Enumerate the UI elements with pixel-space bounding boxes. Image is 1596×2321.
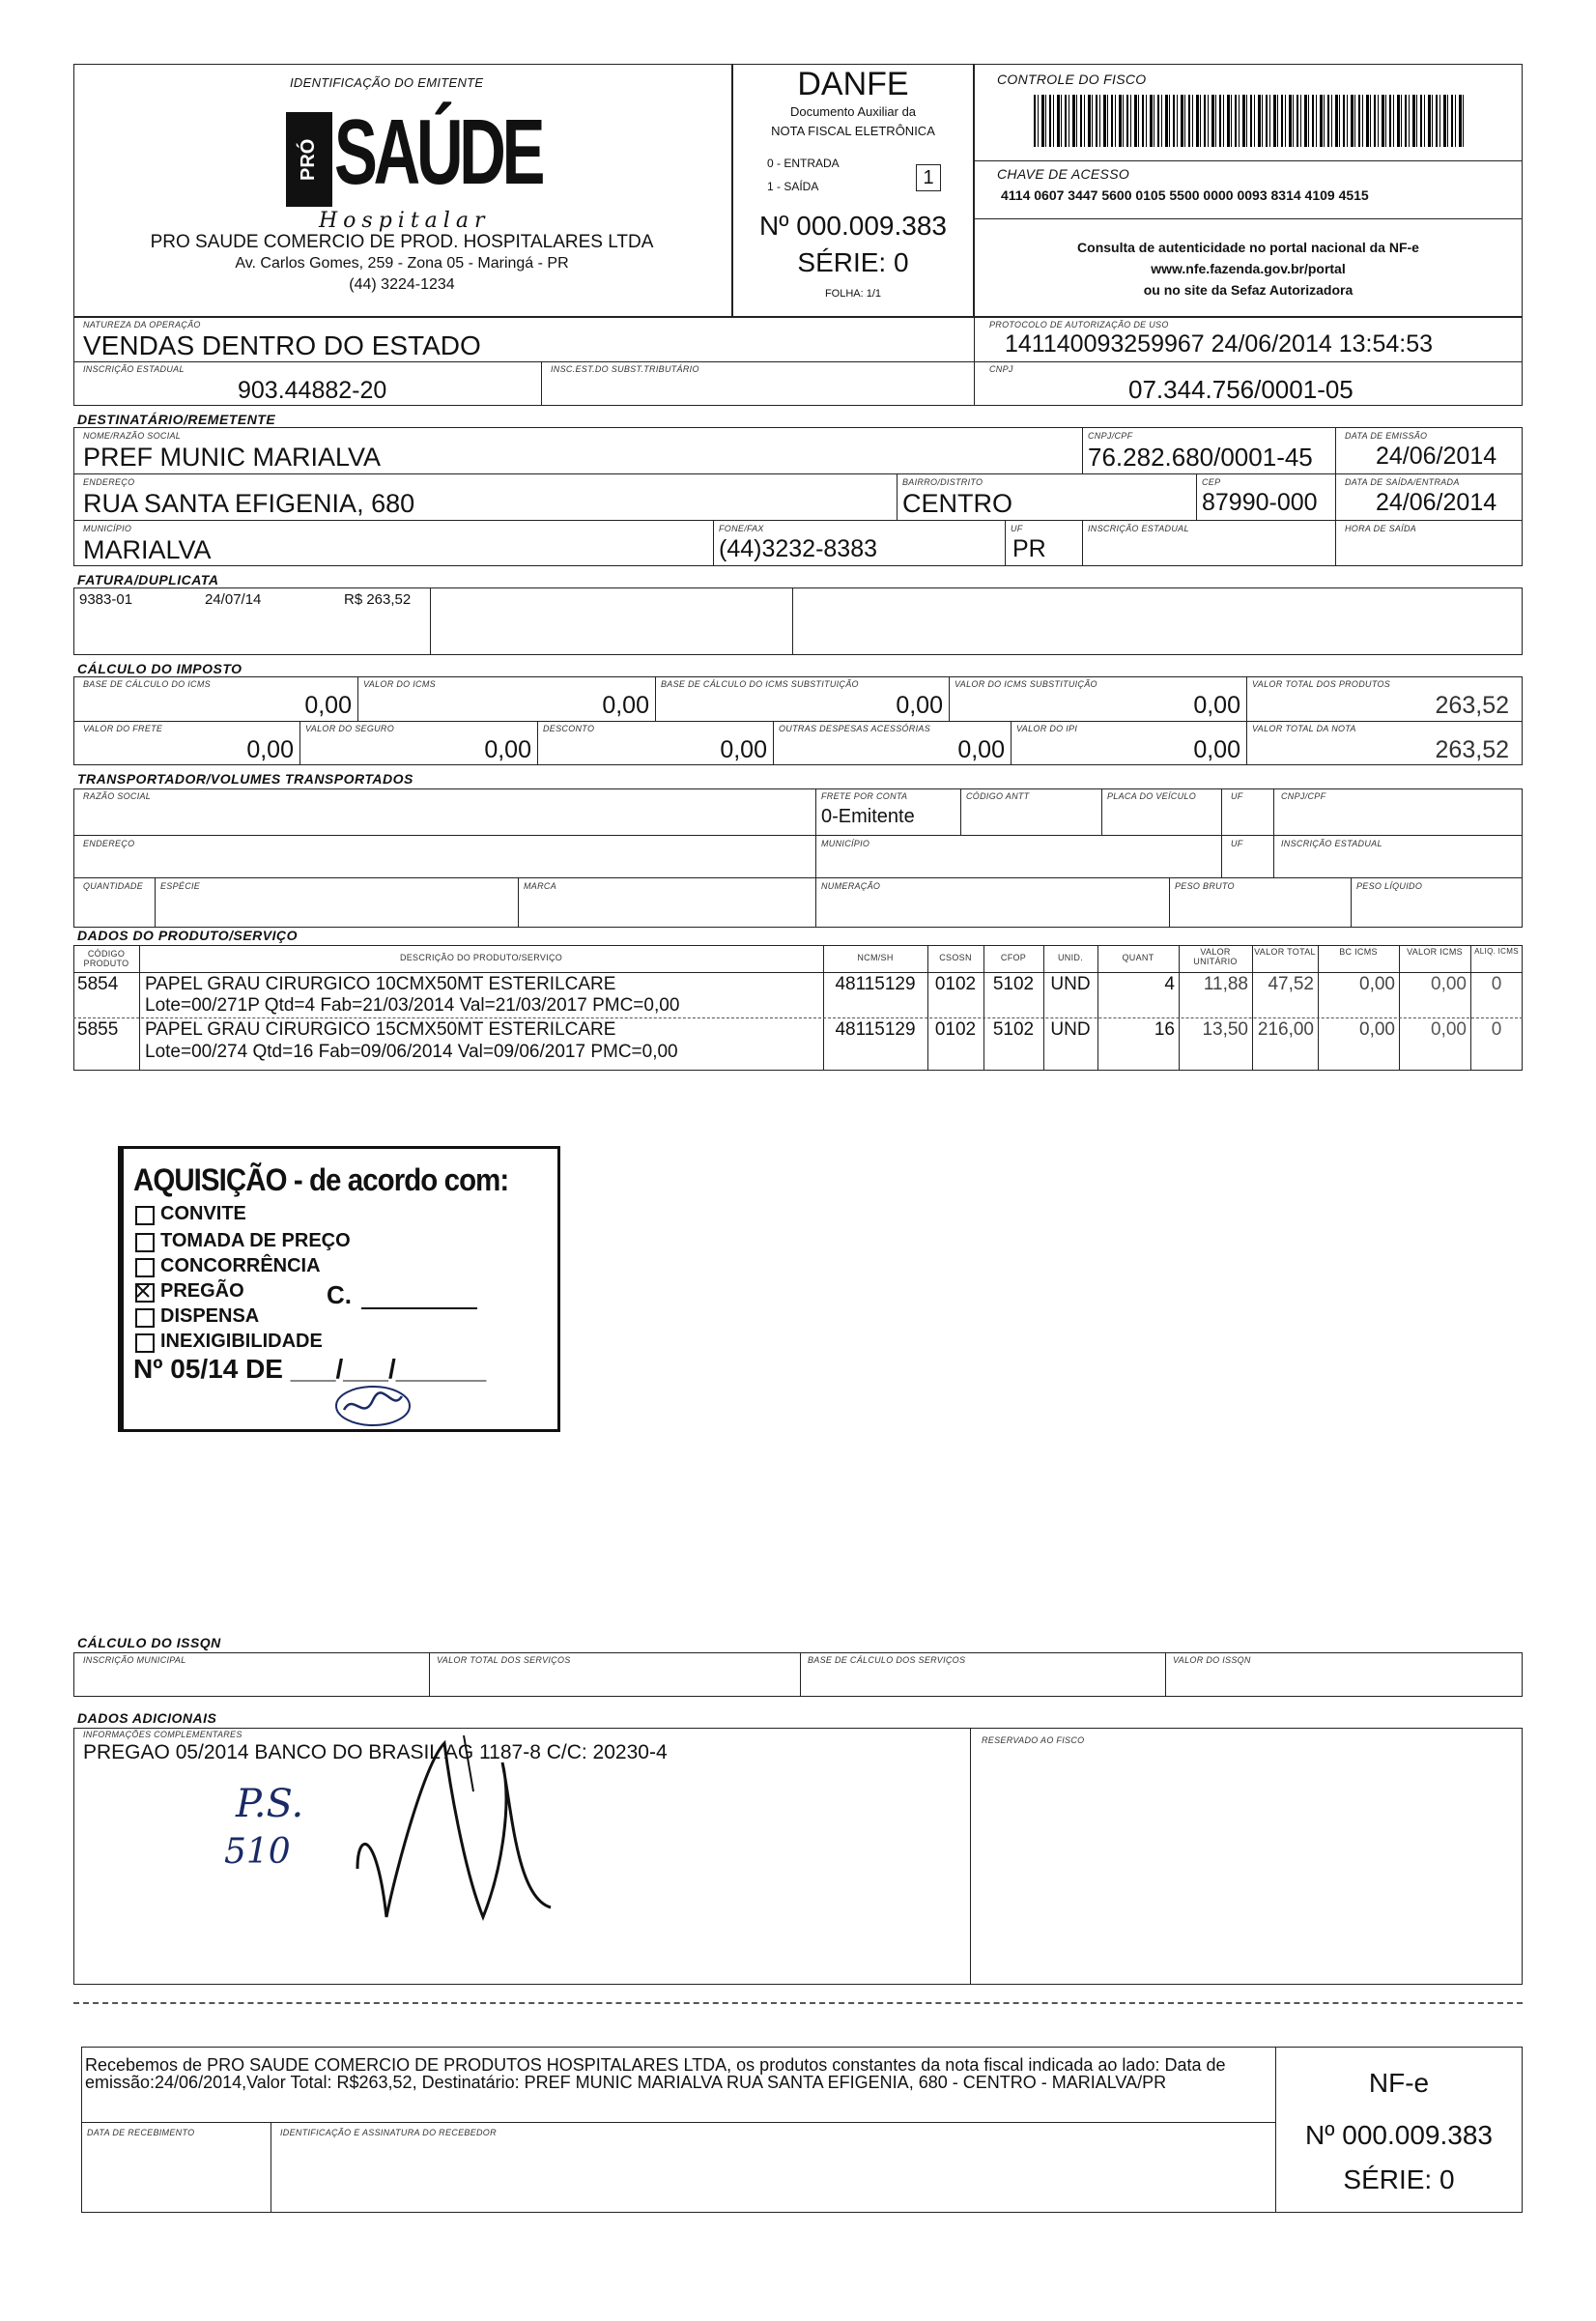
hdr-quant: QUANT bbox=[1122, 953, 1154, 962]
base-icms-label: BASE DE CÁLCULO DO ICMS bbox=[83, 679, 211, 689]
stamp-option-label: DISPENSA bbox=[160, 1305, 260, 1327]
dest-saida-label: DATA DE SAÍDA/ENTRADA bbox=[1345, 477, 1460, 487]
dest-nome-value: PREF MUNIC MARIALVA bbox=[83, 443, 382, 472]
info-compl-value: PREGAO 05/2014 BANCO DO BRASIL AG 1187-8 C/C: 20230-4 bbox=[83, 1741, 668, 1763]
fisco-divider-1 bbox=[974, 160, 1523, 161]
hdr-bc-icms: BC ICMS bbox=[1339, 947, 1378, 957]
row2-quant: 16 bbox=[1154, 1019, 1175, 1040]
row1-unid: UND bbox=[1050, 974, 1091, 994]
stamp-title: AQUISIÇÃO - de acordo com: bbox=[133, 1162, 509, 1197]
issqn-total-label: VALOR TOTAL DOS SERVIÇOS bbox=[437, 1655, 571, 1665]
checkbox-icon bbox=[135, 1333, 155, 1353]
row1-cfop: 5102 bbox=[992, 974, 1035, 994]
dest-divider-2 bbox=[73, 520, 1523, 521]
transp-bruto-label: PESO BRUTO bbox=[1175, 881, 1235, 891]
row1-quant: 4 bbox=[1164, 974, 1175, 994]
dest-vline-4 bbox=[1196, 473, 1197, 520]
produtos-section-label: DADOS DO PRODUTO/SERVIÇO bbox=[77, 928, 298, 943]
imposto-r2-vline-3 bbox=[773, 721, 774, 765]
transp-razao-label: RAZÃO SOCIAL bbox=[83, 791, 152, 801]
stamp-option-tomada bbox=[135, 1230, 351, 1252]
produtos-header-line bbox=[73, 972, 1523, 973]
dest-emissao-label: DATA DE EMISSÃO bbox=[1345, 431, 1428, 441]
frete-value: 0,00 bbox=[246, 736, 294, 763]
transp-uf-label: UF bbox=[1231, 791, 1243, 801]
access-key-barcode bbox=[1034, 95, 1467, 147]
dest-municipio-value: MARIALVA bbox=[83, 535, 212, 564]
row-separator bbox=[73, 1017, 1523, 1018]
valor-icms-label: VALOR DO ICMS bbox=[363, 679, 436, 689]
consulta-line-2: www.nfe.fazenda.gov.br/portal bbox=[1151, 261, 1346, 276]
transporte-section-label: TRANSPORTADOR/VOLUMES TRANSPORTADOS bbox=[77, 771, 413, 787]
valor-icms-value: 0,00 bbox=[602, 692, 649, 719]
row2-aliq: 0 bbox=[1491, 1019, 1502, 1040]
consulta-line-3: ou no site da Sefaz Autorizadora bbox=[1143, 282, 1354, 298]
desconto-label: DESCONTO bbox=[543, 724, 595, 733]
row1-desc1: PAPEL GRAU CIRURGICO 10CMX50MT ESTERILCARE bbox=[145, 974, 616, 994]
controle-fisco-label: CONTROLE DO FISCO bbox=[997, 72, 1147, 87]
checkbox-icon bbox=[135, 1233, 155, 1252]
dest-saida-value: 24/06/2014 bbox=[1376, 489, 1497, 516]
canhoto-text: Recebemos de PRO SAUDE COMERCIO DE PRODUTOS HOSPITALARES LTDA, os produtos constantes da nota fiscal indicada ao lado: Data de emissão:24/06/2014,Valor Total: R$263,52, Destinatário: PREF MUNIC MARIALVA RUA SANTA EFIGENIA, 680 - CENTRO - MARIALVA/PR bbox=[85, 2055, 1226, 2092]
issqn-section-label: CÁLCULO DO ISSQN bbox=[77, 1635, 221, 1650]
row2-ncm: 48115129 bbox=[835, 1019, 916, 1040]
desconto-value: 0,00 bbox=[720, 736, 767, 763]
col-line-9 bbox=[1318, 945, 1319, 1071]
transp-vline-5 bbox=[1273, 788, 1274, 877]
row2-desc1: PAPEL GRAU CIRURGICO 15CMX50MT ESTERILCARE bbox=[145, 1019, 616, 1040]
dest-endereco-value: RUA SANTA EFIGENIA, 680 bbox=[83, 489, 415, 518]
transp-vline-3 bbox=[1101, 788, 1102, 835]
transp-vline-7 bbox=[518, 877, 519, 928]
stamp-option-label: INEXIGIBILIDADE bbox=[160, 1331, 323, 1352]
dest-divider-1 bbox=[73, 473, 1523, 474]
total-produtos-label: VALOR TOTAL DOS PRODUTOS bbox=[1252, 679, 1391, 689]
transp-divider-1 bbox=[73, 835, 1523, 836]
transp-numeracao-label: NUMERAÇÃO bbox=[821, 881, 881, 891]
stamp-option-concorrencia bbox=[135, 1255, 321, 1277]
dest-cep-value: 87990-000 bbox=[1202, 489, 1318, 516]
hdr-descricao: DESCRIÇÃO DO PRODUTO/SERVIÇO bbox=[399, 953, 563, 962]
danfe-number: Nº 000.009.383 bbox=[759, 211, 947, 241]
row2-unit: 13,50 bbox=[1202, 1019, 1248, 1040]
checked-checkbox-icon bbox=[135, 1283, 155, 1303]
total-nota-label: VALOR TOTAL DA NOTA bbox=[1252, 724, 1356, 733]
imposto-r1-vline-2 bbox=[655, 676, 656, 721]
imposto-divider bbox=[73, 721, 1523, 722]
transp-marca-label: MARCA bbox=[524, 881, 557, 891]
outras-despesas-label: OUTRAS DESPESAS ACESSÓRIAS bbox=[779, 724, 931, 733]
col-line-8 bbox=[1252, 945, 1253, 1071]
hdr-cfop: CFOP bbox=[1000, 953, 1027, 962]
row2-cfop: 5102 bbox=[992, 1019, 1035, 1040]
transp-vline-4 bbox=[1221, 788, 1222, 877]
base-icms-st-value: 0,00 bbox=[896, 692, 943, 719]
row1-desc2: Lote=00/271P Qtd=4 Fab=21/03/2014 Val=21/03/2017 PMC=0,00 bbox=[145, 995, 680, 1016]
dest-vline-3 bbox=[897, 473, 898, 520]
seguro-label: VALOR DO SEGURO bbox=[305, 724, 395, 733]
danfe-saida: 1 - SAÍDA bbox=[767, 180, 819, 193]
total-nota-value: 263,52 bbox=[1435, 736, 1509, 763]
handwritten-510: 510 bbox=[224, 1832, 291, 1872]
transp-cnpj-label: CNPJ/CPF bbox=[1281, 791, 1326, 801]
canhoto-serie: SÉRIE: 0 bbox=[1343, 2164, 1455, 2194]
fatura-vline bbox=[792, 587, 793, 655]
stamp-c-label: C. bbox=[327, 1280, 352, 1309]
dest-bairro-label: BAIRRO/DISTRITO bbox=[902, 477, 983, 487]
protocolo-value: 141140093259967 24/06/2014 13:54:53 bbox=[1005, 330, 1434, 358]
dest-uf-label: UF bbox=[1011, 524, 1023, 533]
dest-ie-label: INSCRIÇÃO ESTADUAL bbox=[1088, 524, 1189, 533]
operation-divider bbox=[73, 361, 1523, 362]
issqn-im-label: INSCRIÇÃO MUNICIPAL bbox=[83, 1655, 186, 1665]
canhoto-hline bbox=[81, 2122, 1275, 2123]
checkbox-icon bbox=[135, 1258, 155, 1277]
imposto-r2-vline-4 bbox=[1011, 721, 1012, 765]
ie-label: INSCRIÇÃO ESTADUAL bbox=[83, 364, 185, 374]
transp-antt-label: CÓDIGO ANTT bbox=[966, 791, 1030, 801]
danfe-subtitle-2: NOTA FISCAL ELETRÔNICA bbox=[771, 124, 935, 138]
row1-codigo: 5854 bbox=[77, 974, 119, 994]
transp-divider-2 bbox=[73, 877, 1523, 878]
x-mark-icon bbox=[135, 1283, 151, 1299]
row2-desc2: Lote=00/274 Qtd=16 Fab=09/06/2014 Val=09/06/2017 PMC=0,00 bbox=[145, 1042, 678, 1062]
transp-vline-2 bbox=[960, 788, 961, 835]
transp-ie-label: INSCRIÇÃO ESTADUAL bbox=[1281, 839, 1382, 848]
logo-sub-text: Hospitalar bbox=[319, 209, 491, 233]
dest-endereco-label: ENDEREÇO bbox=[83, 477, 135, 487]
emitter-section-label: IDENTIFICAÇÃO DO EMITENTE bbox=[290, 75, 484, 90]
col-line-10 bbox=[1399, 945, 1400, 1071]
col-line-3 bbox=[927, 945, 928, 1071]
danfe-subtitle-1: Documento Auxiliar da bbox=[789, 104, 917, 119]
operation-vline-1 bbox=[974, 317, 975, 406]
dest-vline-2 bbox=[1335, 427, 1336, 566]
hdr-valor-unit: VALOR UNITÁRIO bbox=[1193, 947, 1238, 966]
row2-codigo: 5855 bbox=[77, 1019, 119, 1040]
danfe-folha: FOLHA: 1/1 bbox=[824, 288, 882, 300]
outras-despesas-value: 0,00 bbox=[957, 736, 1005, 763]
hdr-csosn: CSOSN bbox=[939, 953, 972, 962]
transp-qtd-label: QUANTIDADE bbox=[83, 881, 144, 891]
stamp-option-dispensa bbox=[135, 1305, 259, 1328]
emitter-address: Av. Carlos Gomes, 259 - Zona 05 - Maringá - PR bbox=[235, 255, 569, 272]
total-produtos-value: 263,52 bbox=[1435, 692, 1509, 719]
emitter-name: PRO SAUDE COMERCIO DE PROD. HOSPITALARES LTDA bbox=[150, 232, 654, 252]
fatura-number: 9383-01 bbox=[79, 591, 133, 608]
chave-value: 4114 0607 3447 5600 0105 5500 0000 0093 8314 4109 4515 bbox=[1001, 187, 1369, 203]
dest-fone-value: (44)3232-8383 bbox=[719, 535, 878, 562]
operation-vline-2 bbox=[541, 361, 542, 406]
issqn-vline-3 bbox=[1165, 1652, 1166, 1697]
danfe-serie: SÉRIE: 0 bbox=[797, 247, 909, 277]
hdr-ncm: NCM/SH bbox=[857, 953, 894, 962]
fatura-valor: R$ 263,52 bbox=[344, 591, 412, 608]
natureza-label: NATUREZA DA OPERAÇÃO bbox=[83, 320, 201, 330]
hdr-aliq-icms: ALIQ. ICMS bbox=[1474, 947, 1519, 956]
row1-aliq: 0 bbox=[1491, 974, 1502, 994]
ipi-label: VALOR DO IPI bbox=[1016, 724, 1078, 733]
canhoto-data-label: DATA DE RECEBIMENTO bbox=[87, 2128, 195, 2137]
hdr-valor-total: VALOR TOTAL bbox=[1254, 947, 1316, 957]
dest-vline-5 bbox=[713, 520, 714, 566]
stamp-numero: Nº 05/14 DE ___/___/______ bbox=[133, 1354, 487, 1384]
fisco-divider-2 bbox=[974, 218, 1523, 219]
col-line-5 bbox=[1043, 945, 1044, 1071]
row1-bc: 0,00 bbox=[1359, 974, 1395, 994]
row1-total: 47,52 bbox=[1268, 974, 1314, 994]
emitter-phone: (44) 3224-1234 bbox=[349, 276, 455, 293]
stamp-option-label: PREGÃO bbox=[160, 1280, 244, 1302]
stamp-option-convite bbox=[135, 1203, 246, 1225]
stamp-c-line bbox=[361, 1307, 477, 1309]
transp-endereco-label: ENDEREÇO bbox=[83, 839, 135, 848]
ie-value: 903.44882-20 bbox=[238, 377, 387, 404]
emitter-cnpj-label: CNPJ bbox=[989, 364, 1013, 374]
issqn-base-label: BASE DE CÁLCULO DOS SERVIÇOS bbox=[808, 1655, 966, 1665]
stamp-option-label: CONCORRÊNCIA bbox=[160, 1255, 321, 1276]
info-compl-label: INFORMAÇÕES COMPLEMENTARES bbox=[83, 1730, 242, 1739]
cut-line bbox=[73, 2002, 1523, 2004]
stamp-option-label: CONVITE bbox=[160, 1203, 246, 1224]
adicionais-box bbox=[73, 1728, 1523, 1985]
stamp-option-pregao bbox=[135, 1280, 244, 1303]
imposto-r1-vline-4 bbox=[1246, 676, 1247, 721]
transp-frete-label: FRETE POR CONTA bbox=[821, 791, 908, 801]
dest-vline-7 bbox=[1082, 520, 1083, 566]
ipi-value: 0,00 bbox=[1193, 736, 1240, 763]
transp-vline-6 bbox=[155, 877, 156, 928]
transp-placa-label: PLACA DO VEÍCULO bbox=[1107, 791, 1196, 801]
canhoto-numero: Nº 000.009.383 bbox=[1305, 2120, 1493, 2150]
reservado-fisco-label: RESERVADO AO FISCO bbox=[982, 1735, 1085, 1745]
dest-cnpj-label: CNPJ/CPF bbox=[1088, 431, 1133, 441]
frete-label: VALOR DO FRETE bbox=[83, 724, 163, 733]
transp-municipio-label: MUNICÍPIO bbox=[821, 839, 870, 848]
col-line-2 bbox=[823, 945, 824, 1071]
dest-cnpj-value: 76.282.680/0001-45 bbox=[1088, 443, 1313, 472]
dest-bairro-value: CENTRO bbox=[902, 489, 1012, 518]
danfe-entrada: 0 - ENTRADA bbox=[767, 157, 840, 170]
adicionais-section-label: DADOS ADICIONAIS bbox=[77, 1710, 217, 1726]
chave-label: CHAVE DE ACESSO bbox=[997, 166, 1130, 182]
stamp-option-inexigibilidade bbox=[135, 1331, 323, 1353]
company-logo bbox=[286, 100, 542, 242]
transp-frete-value: 0-Emitente bbox=[821, 806, 915, 827]
transp-liquido-label: PESO LÍQUIDO bbox=[1356, 881, 1423, 891]
col-line-11 bbox=[1470, 945, 1471, 1071]
transp-uf2-label: UF bbox=[1231, 839, 1243, 848]
emitter-cnpj-value: 07.344.756/0001-05 bbox=[1128, 375, 1354, 404]
acquisition-stamp bbox=[118, 1146, 560, 1432]
row2-bc: 0,00 bbox=[1359, 1019, 1395, 1040]
row1-vicms: 0,00 bbox=[1431, 974, 1467, 994]
seguro-value: 0,00 bbox=[484, 736, 531, 763]
valor-icms-st-value: 0,00 bbox=[1193, 692, 1240, 719]
destinatario-section-label: DESTINATÁRIO/REMETENTE bbox=[77, 412, 276, 427]
fatura-vencimento: 24/07/14 bbox=[205, 591, 262, 608]
transp-vline-9 bbox=[1351, 877, 1352, 928]
transp-vline-8 bbox=[1169, 877, 1170, 928]
row2-unid: UND bbox=[1050, 1019, 1091, 1040]
dest-uf-value: PR bbox=[1012, 535, 1046, 562]
row1-csosn: 0102 bbox=[934, 974, 977, 994]
issqn-vline-2 bbox=[800, 1652, 801, 1697]
imposto-r2-vline-2 bbox=[537, 721, 538, 765]
dest-municipio-label: MUNICÍPIO bbox=[83, 524, 132, 533]
canhoto-nfe: NF-e bbox=[1368, 2068, 1430, 2098]
fatura-section-label: FATURA/DUPLICATA bbox=[77, 572, 219, 587]
row2-total: 216,00 bbox=[1257, 1019, 1314, 1040]
imposto-r1-vline-1 bbox=[357, 676, 358, 721]
issqn-box bbox=[73, 1652, 1523, 1697]
transp-especie-label: ESPÉCIE bbox=[160, 881, 201, 891]
hdr-valor-icms: VALOR ICMS bbox=[1407, 947, 1463, 957]
checkbox-icon bbox=[135, 1206, 155, 1225]
ie-st-label: INSC.EST.DO SUBST.TRIBUTÁRIO bbox=[551, 364, 699, 374]
col-line-6 bbox=[1097, 945, 1098, 1071]
dest-vline-6 bbox=[1005, 520, 1006, 566]
protocolo-label: PROTOCOLO DE AUTORIZAÇÃO DE USO bbox=[989, 320, 1169, 330]
stamp-option-label: TOMADA DE PREÇO bbox=[160, 1230, 351, 1251]
imposto-r2-vline-5 bbox=[1246, 721, 1247, 765]
imposto-r1-vline-3 bbox=[949, 676, 950, 721]
danfe-title: DANFE bbox=[797, 66, 909, 102]
valor-icms-st-label: VALOR DO ICMS SUBSTITUIÇÃO bbox=[955, 679, 1097, 689]
hdr-unid: UNID. bbox=[1058, 953, 1083, 962]
logo-main-text: SAÚDE bbox=[334, 100, 542, 204]
hdr-codigo: CÓDIGO PRODUTO bbox=[83, 949, 129, 968]
transp-vline-1 bbox=[815, 788, 816, 928]
base-icms-value: 0,00 bbox=[304, 692, 352, 719]
dest-fone-label: FONE/FAX bbox=[719, 524, 764, 533]
adicionais-vline bbox=[970, 1728, 971, 1985]
dest-cep-label: CEP bbox=[1202, 477, 1221, 487]
consulta-line-1: Consulta de autenticidade no portal nacional da NF-e bbox=[1077, 240, 1419, 255]
row2-csosn: 0102 bbox=[934, 1019, 977, 1040]
transporte-box bbox=[73, 788, 1523, 928]
col-line-1 bbox=[139, 945, 140, 1071]
row1-unit: 11,88 bbox=[1203, 974, 1248, 994]
handwritten-signature-icon bbox=[319, 1724, 580, 1946]
issqn-vline-1 bbox=[429, 1652, 430, 1697]
handwritten-ps: P.S. bbox=[236, 1782, 304, 1826]
handwritten-initials-icon bbox=[325, 1383, 421, 1431]
dest-vline-1 bbox=[1082, 427, 1083, 473]
issqn-valor-label: VALOR DO ISSQN bbox=[1173, 1655, 1251, 1665]
dest-hora-label: HORA DE SAÍDA bbox=[1345, 524, 1417, 533]
dest-nome-label: NOME/RAZÃO SOCIAL bbox=[83, 431, 182, 441]
natureza-value: VENDAS DENTRO DO ESTADO bbox=[83, 330, 481, 360]
logo-pro-text: PRÓ bbox=[298, 138, 319, 181]
row1-ncm: 48115129 bbox=[835, 974, 916, 994]
row2-vicms: 0,00 bbox=[1431, 1019, 1467, 1040]
canhoto-assinatura-label: IDENTIFICAÇÃO E ASSINATURA DO RECEBEDOR bbox=[280, 2128, 497, 2137]
imposto-section-label: CÁLCULO DO IMPOSTO bbox=[77, 661, 242, 676]
base-icms-st-label: BASE DE CÁLCULO DO ICMS SUBSTITUIÇÃO bbox=[661, 679, 859, 689]
imposto-r2-vline-1 bbox=[299, 721, 300, 765]
checkbox-icon bbox=[135, 1308, 155, 1328]
danfe-type-box: 1 bbox=[916, 164, 941, 191]
col-line-4 bbox=[983, 945, 984, 1071]
dest-emissao-value: 24/06/2014 bbox=[1376, 443, 1497, 470]
